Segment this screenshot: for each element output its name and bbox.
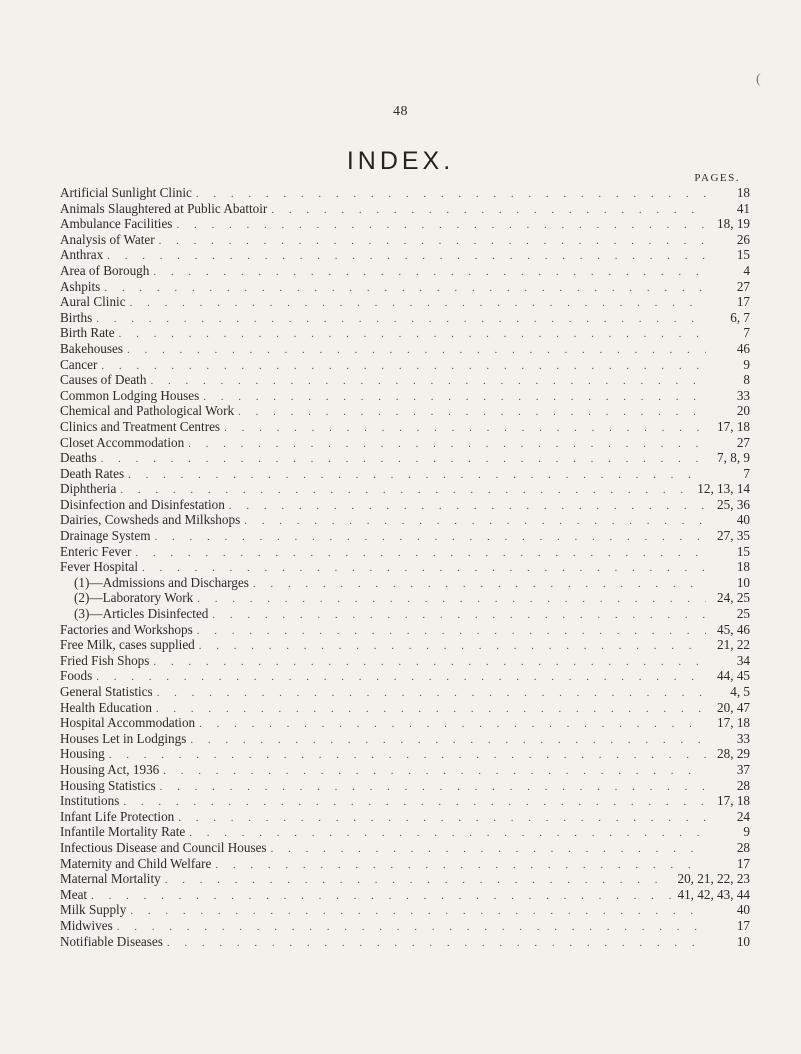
dot-leader [156,702,706,718]
index-entry [60,372,750,388]
index-entry [60,622,750,638]
dot-leader [130,296,706,312]
index-entry [60,746,750,762]
index-entry-label: Free Milk, cases supplied [60,637,195,653]
index-entry-label: Births [60,309,93,325]
dot-leader [271,203,706,219]
index-entry-pages: 40 [736,512,750,528]
index-list [60,185,750,949]
dot-leader [197,592,706,608]
dot-leader [160,780,706,796]
index-entry-pages: 18, 19 [717,216,750,232]
index-entry-pages: 10 [736,933,750,949]
dot-leader [189,826,706,842]
index-entry-pages: 25 [736,606,750,622]
index-entry-pages: 7 [743,325,750,341]
index-entry [60,871,750,887]
index-entry-label: Closet Accommodation [60,434,185,450]
index-entry-label: Health Education [60,699,152,715]
index-entry-label: Dairies, Cowsheds and Milkshops [60,512,241,528]
dot-leader [153,265,706,281]
index-entry-label: Common Lodging Houses [60,387,200,403]
dot-leader [197,624,706,640]
index-entry-pages: 9 [743,356,750,372]
dot-leader [244,514,706,530]
index-entry [60,824,750,840]
dot-leader [224,421,706,437]
index-entry [60,653,750,669]
dot-leader [153,655,706,671]
index-entry-label: Diphtheria [60,481,117,497]
index-entry-pages: 20, 21, 22, 23 [677,871,750,887]
index-entry-pages: 17, 18 [717,418,750,434]
index-entry-label: Analysis of Water [60,231,155,247]
index-entry-pages: 41 [736,200,750,216]
dot-leader [150,374,706,390]
index-entry [60,450,750,466]
dot-leader [128,468,706,484]
index-entry-label: Drainage System [60,528,151,544]
dot-leader [215,858,706,874]
index-entry-label: Infant Life Protection [60,808,175,824]
index-entry-pages: 45, 46 [717,621,750,637]
dot-leader [130,904,706,920]
index-entry [60,419,750,435]
index-entry-pages: 9 [743,824,750,840]
index-entry [60,466,750,482]
dot-leader [154,530,706,546]
index-entry [60,247,750,263]
index-entry-label: Clinics and Treatment Centres [60,418,221,434]
dot-leader [271,842,706,858]
index-entry-pages: 33 [736,730,750,746]
index-entry-label: Anthrax [60,247,104,263]
index-entry [60,403,750,419]
dot-leader [167,936,706,952]
index-entry-pages: 24, 25 [717,590,750,606]
index-entry-label: Death Rates [60,465,125,481]
index-entry-pages: 15 [736,543,750,559]
index-entry [60,700,750,716]
index-entry-label: Birth Rate [60,325,115,341]
dot-leader [117,920,706,936]
dot-leader [165,873,674,889]
index-entry-label: Aural Clinic [60,294,126,310]
index-entry [60,341,750,357]
index-entry-label: Animals Slaughtered at Public Abattoir [60,200,268,216]
index-entry [60,388,750,404]
index-entry [60,715,750,731]
index-entry [60,856,750,872]
dot-leader [123,795,706,811]
index-entry [60,809,750,825]
index-entry-label: Deaths [60,450,97,466]
index-entry [60,216,750,232]
dot-leader [96,312,706,328]
index-entry [60,606,750,622]
index-entry-pages: 27, 35 [717,528,750,544]
index-entry-pages: 25, 36 [717,496,750,512]
index-entry-label: Fried Fish Shops [60,652,150,668]
index-entry [60,201,750,217]
index-entry-label: Meat [60,886,88,902]
dot-leader [109,748,706,764]
index-entry-pages: 18 [736,185,750,200]
index-entry [60,590,750,606]
index-entry-pages: 4 [743,262,750,278]
dot-leader [188,437,706,453]
dot-leader [159,234,706,250]
index-entry-label: Fever Hospital [60,559,139,575]
index-entry [60,544,750,560]
index-entry [60,435,750,451]
index-entry [60,575,750,591]
index-entry [60,840,750,856]
index-entry [60,263,750,279]
index-entry-pages: 20, 47 [717,699,750,715]
index-entry-label: Institutions [60,793,120,809]
index-entry-pages: 37 [736,761,750,777]
index-entry [60,668,750,684]
dot-leader [104,281,706,297]
dot-leader [91,889,673,905]
index-entry-pages: 17 [736,294,750,310]
index-entry-pages: 15 [736,247,750,263]
index-entry-pages: 17, 18 [717,715,750,731]
index-entry-label: Houses Let in Lodgings [60,730,187,746]
index-entry-label: Area of Borough [60,262,150,278]
index-entry-pages: 6, 7 [730,309,750,325]
page-number: 48 [393,104,408,119]
dot-leader [107,249,706,265]
dot-leader [253,577,706,593]
index-entry [60,902,750,918]
index-entry-pages: 34 [736,652,750,668]
index-entry-label: Ashpits [60,278,101,294]
index-entry-pages: 27 [736,278,750,294]
index-entry-label: Housing [60,746,105,762]
index-entry [60,778,750,794]
index-entry-pages: 24 [736,808,750,824]
index-entry [60,887,750,903]
index-entry-label: Factories and Workshops [60,621,193,637]
index-entry-label: Cancer [60,356,98,372]
index-entry-label: Hospital Accommodation [60,715,196,731]
index-entry-label: (1)—Admissions and Discharges [74,574,249,590]
dot-leader [203,390,706,406]
index-entry-pages: 18 [736,559,750,575]
index-entry [60,294,750,310]
dot-leader [101,359,706,375]
index-entry-pages: 12, 13, 14 [697,481,750,497]
index-entry-pages: 17 [736,917,750,933]
index-entry-pages: 4, 5 [730,684,750,699]
index-entry [60,325,750,341]
index-entry-pages: 41, 42, 43, 44 [677,886,750,902]
index-entry-label: Notifiable Diseases [60,933,163,949]
index-entry [60,559,750,575]
index-entry [60,637,750,653]
dot-leader [199,639,706,655]
index-entry-pages: 20 [736,403,750,419]
index-entry [60,232,750,248]
index-entry-pages: 10 [736,574,750,590]
index-entry-pages: 44, 45 [717,668,750,684]
index-entry [60,528,750,544]
index-entry-label: Midwives [60,917,113,933]
index-entry-pages: 28, 29 [717,746,750,762]
index-entry-label: Artificial Sunlight Clinic [60,185,192,200]
index-entry-label: Chemical and Pathological Work [60,403,235,419]
index-entry-label: (2)—Laboratory Work [74,590,194,606]
dot-leader [199,717,706,733]
index-entry [60,512,750,528]
dot-leader [119,327,706,343]
index-entry-label: Housing Act, 1936 [60,761,160,777]
index-entry [60,684,750,700]
index-entry-label: Housing Statistics [60,777,156,793]
index-entry-pages: 21, 22 [717,637,750,653]
index-entry-pages: 17, 18 [717,793,750,809]
index-entry [60,731,750,747]
index-entry-label: Maternity and Child Welfare [60,855,212,871]
index-entry-pages: 17 [736,855,750,871]
dot-leader [163,764,706,780]
dot-leader [196,187,706,203]
index-entry [60,793,750,809]
dot-leader [157,686,706,702]
dot-leader [96,670,706,686]
index-entry [60,310,750,326]
index-entry-label: Infectious Disease and Council Houses [60,839,267,855]
dot-leader [135,546,706,562]
dot-leader [176,218,706,234]
index-entry [60,185,750,201]
dot-leader [178,811,706,827]
index-entry-label: General Statistics [60,684,153,699]
index-entry-label: Infantile Mortality Rate [60,824,186,840]
index-entry-label: Enteric Fever [60,543,132,559]
pages-column-header: PAGES. [694,172,740,184]
dot-leader [127,343,706,359]
index-entry-label: Bakehouses [60,340,123,356]
index-entry [60,934,750,950]
index-entry-pages: 46 [736,340,750,356]
index-entry-label: Causes of Death [60,372,147,388]
index-entry [60,762,750,778]
index-entry [60,279,750,295]
index-entry-label: Maternal Mortality [60,871,161,887]
index-entry-pages: 7 [743,465,750,481]
index-entry-pages: 28 [736,839,750,855]
index-entry [60,497,750,513]
dot-leader [212,608,706,624]
index-entry-pages: 26 [736,231,750,247]
dot-leader [238,405,706,421]
index-entry-pages: 40 [736,902,750,918]
index-entry-pages: 28 [736,777,750,793]
index-entry-pages: 33 [736,387,750,403]
index-entry-label: (3)—Articles Disinfected [74,606,209,622]
index-entry-label: Foods [60,668,93,684]
index-entry [60,357,750,373]
index-entry-pages: 8 [743,372,750,388]
index-entry-label: Disinfection and Disinfestation [60,496,225,512]
index-entry-pages: 27 [736,434,750,450]
index-entry [60,481,750,497]
dot-leader [229,499,706,515]
index-entry-label: Milk Supply [60,902,127,918]
dot-leader [101,452,706,468]
index-entry-pages: 7, 8, 9 [717,450,750,466]
index-entry-label: Ambulance Facilities [60,216,173,232]
index-entry [60,918,750,934]
dot-leader [190,733,706,749]
corner-mark: ( [756,72,761,87]
page-title: INDEX. [346,146,455,175]
